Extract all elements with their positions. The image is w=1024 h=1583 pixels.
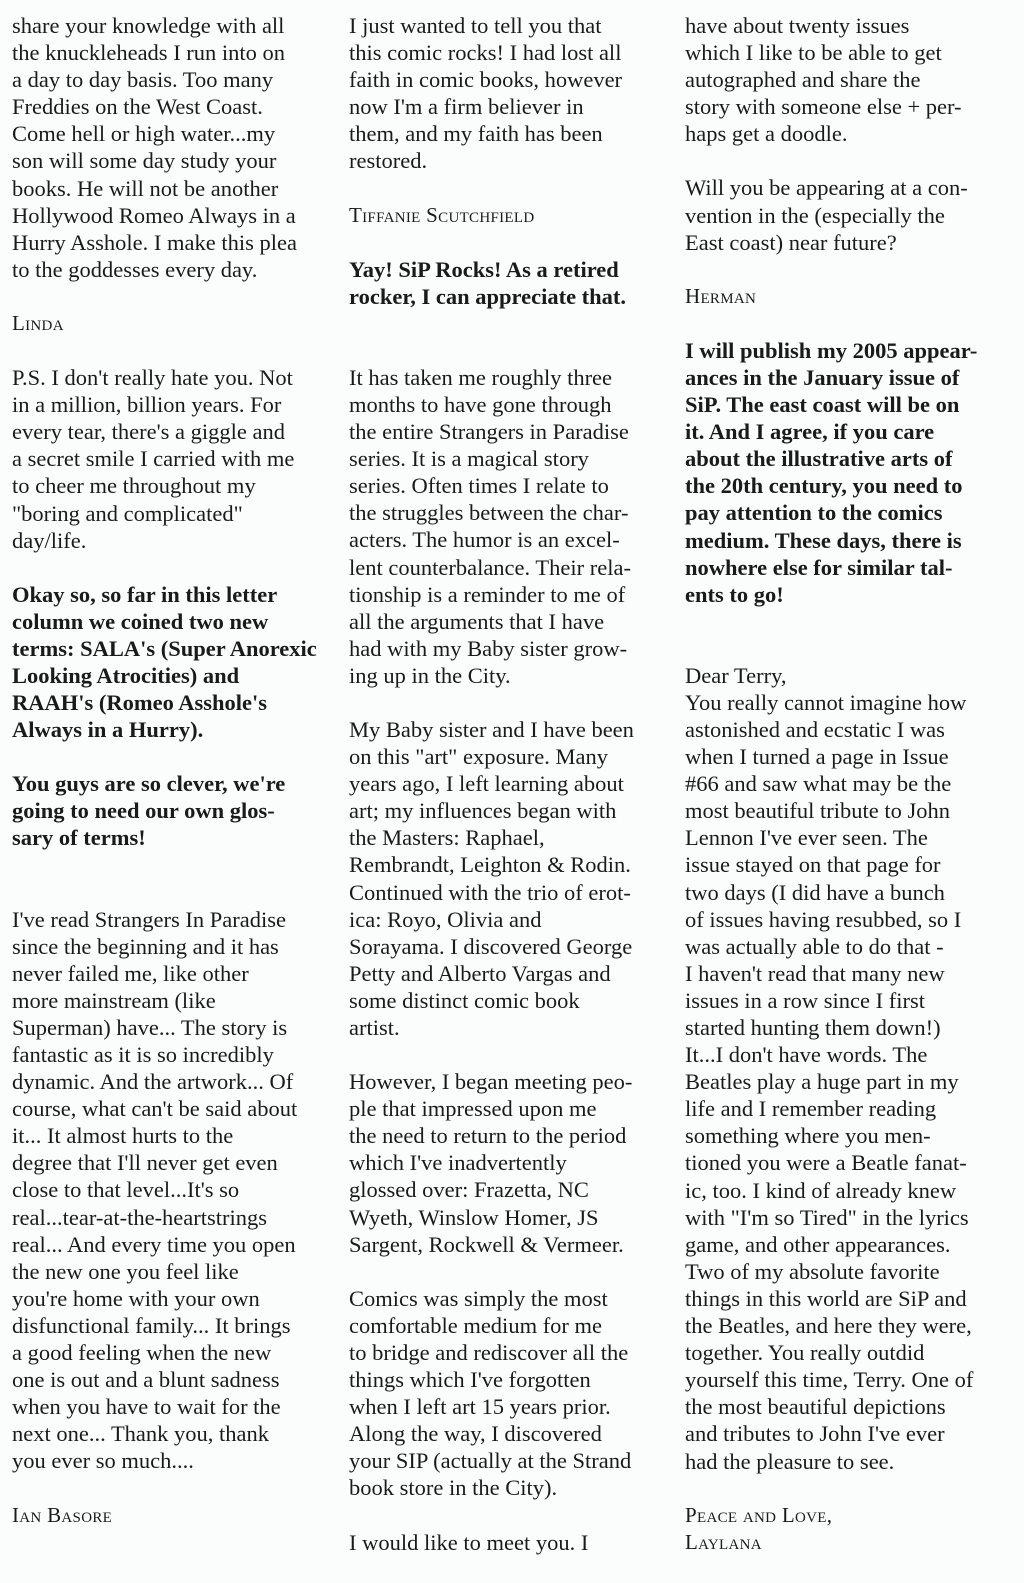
letter-laylana: Dear Terry, You really cannot imagine how astonished and ecstatic I was when I turned a page in Issue #66 and saw what may be the most beautiful tribute to John Lennon I've ever seen. The issue stayed on that page for two days (I did have a bunch of issues having resubbed, so I was actually able to do that - I haven't read that many new issues in a row since I first started hunting them down!) It...I don't have words. The Beatles play a huge part in my life and I remember reading something where you men- tioned you were a Beatle fanat- ic, too. I kind of already knew with "I'm so Tired" in the lyrics game, and other appearances. Two of my absolute favorite things in this world are SiP and the Beatles, and here they were, together. You really outdid yourself this time, Terry. One of the most beautiful depictions and tributes to John I've ever had the pleasure to see. <box>685 662 974 1474</box>
column-middle <box>349 12 667 1556</box>
signature-herman: Herman <box>685 283 757 308</box>
signature-tiffanie: Tiffanie Scutchfield <box>349 202 535 227</box>
editor-reply-terms: Okay so, so far in this letter column we coined two new terms: SALA's (Super Anorexic Looking Atrocities) and RAAH's (Romeo Asshole's Always in a Hurry). <box>12 581 317 743</box>
postscript-linda: P.S. I don't really hate you. Not in a million, billion years. For every tear, there's a giggle and a secret smile I carried with me to cheer me throughout my "boring and complicated" day/life. <box>12 365 295 553</box>
editor-reply-glossary: You guys are so clever, we're going to need our own glos- sary of terms! <box>12 771 286 851</box>
signature-linda: Linda <box>12 310 64 335</box>
letter-herman: have about twenty issues which I like to be able to get autographed and share the story with someone else + per- haps get a doodle. <box>685 13 962 147</box>
letter-tiffanie: I just wanted to tell you that this comic rocks! I had lost all faith in comic books, however now I'm a firm believer in them, and my faith has been restored. <box>349 13 623 174</box>
column-left <box>12 12 334 1529</box>
editor-reply-appearances: I will publish my 2005 appear- ances in the January issue of SiP. The east coast will be on it. And I agree, if you care about the illustrative arts of the 20th century, you need to pay attention to the comics medium. These days, there is nowhere else for similar tal- ents to go! <box>685 337 978 607</box>
letter-linda-ending: share your knowledge with all the knuckleheads I run into on a day to day basis. Too many Freddies on the West Coast. Come hell or high water...my son will some day study your books. He will not be another Hollywood Romeo Always in a Hurry Asshole. I make this plea to the goddesses every day. <box>12 13 297 282</box>
letter-paragraph-5: I would like to meet you. I <box>349 1529 589 1555</box>
letter-paragraph-3: However, I began meeting peo- ple that impressed upon me the need to return to the period which I've inadvertently glossed over: Frazetta, NC Wyeth, Winslow Homer, JS Sargent, Rockwell & Vermeer. <box>349 1069 633 1257</box>
letter-paragraph-4: Comics was simply the most comfortable medium for me to bridge and rediscover all the things which I've forgotten when I left art 15 years prior. Along the way, I discovered your SIP (actually at the Strand book store in the City). <box>349 1285 632 1501</box>
letter-paragraph-1: It has taken me roughly three months to have gone through the entire Strangers in Paradise series. It is a magical story series. Often times I relate to the struggles between the char- acters. The humor is an excel- lent counterbalance. Their rela- tionship is a reminder to me of all the arguments that I have had with my Baby sister grow- ing up in the City. <box>349 364 631 688</box>
signature-ian-basore: Ian Basore <box>12 1502 113 1527</box>
letter-herman-question: Will you be appearing at a con- vention in the (especially the East coast) near future? <box>685 175 968 255</box>
column-right <box>685 12 1007 1556</box>
signature-laylana: Peace and Love, Laylana <box>685 1502 833 1554</box>
letter-paragraph-2: My Baby sister and I have been on this "art" exposure. Many years ago, I left learning about art; my influences began with the Masters: Raphael, Rembrandt, Leighton & Rodin. Continued with the trio of erot- ica: Royo, Olivia and Sorayama. I discovered George Petty and Alberto Vargas and some distinct comic book artist. <box>349 716 634 1040</box>
letter-ian-basore: I've read Strangers In Paradise since the beginning and it has never failed me, like other more mainstream (like Superman) have... The story is fantastic as it is so incredibly dynamic. And the artwork... Of course, what can't be said about it... It almost hurts to the degree that I'll never get even close to that level...It's so real...tear-at-the-heartstrings real... And every time you open the new one you feel like you're home with your own disfunctional family... It brings a good feeling when the new one is out and a blunt sadness when you have to wait for the next one... Thank you, thank you ever so much.... <box>12 906 298 1474</box>
editor-reply-rocks: Yay! SiP Rocks! As a retired rocker, I can appreciate that. <box>349 256 627 309</box>
